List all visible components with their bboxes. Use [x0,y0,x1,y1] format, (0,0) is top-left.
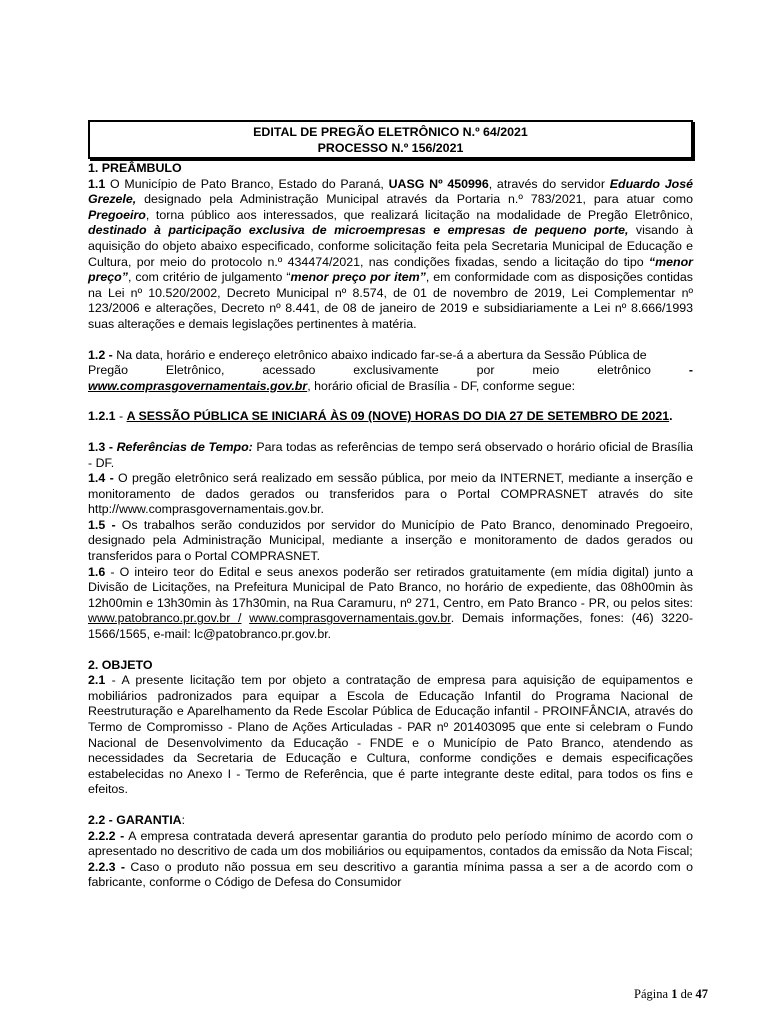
paragraph-1-5: 1.5 - Os trabalhos serão conduzidos por servidor do Município de Pato Branco, denominado Pregoeiro, designado pela Administração Municipal, mediante a inserção e monitoramento de dados gerados ou transferidos para o Portal COMPRASNET. [88,517,694,564]
paragraph-1-6: 1.6 - O inteiro teor do Edital e seus anexos poderão ser retirados gratuitamente (em mídia digital) junto a Divisão de Licitações, na Prefeitura Municipal de Pato Branco, no horário de expediente, das 08h00min às 12h00min e 13h30min às 17h30min, na Rua Caramuru, nº 271, Centro, em Pato Branco - PR, ou pelos sites: www.patobranco.pr.gov.br / www.comprasgovernamentais.gov.br. Demais informações, fones: (46) 3220-1566/1565, e-mail: lc@patobranco.pr.gov.br. [88,564,693,642]
edital-title: EDITAL DE PREGÃO ELETRÔNICO N.º 64/2021 [253,125,528,139]
page-footer: Página 1 de 47 [634,987,708,1001]
paragraph-1-2-spread-line: Pregão Eletrônico, acessado exclusivamente por meio eletrônico - [88,363,693,378]
paragraph-1-4: 1.4 - O pregão eletrônico será realizado em sessão pública, por meio da INTERNET, mediante a inserção e monitoramento de dados gerados ou transferidos para o Portal COMPRASNET através do site http://www.comprasgovernamentais.gov.br. [88,471,693,517]
paragraph-1-2-1: 1.2.1 - A SESSÃO PÚBLICA SE INICIARÁ ÀS 09 (NOVE) HORAS DO DIA 27 DE SETEMBRO DE 2021. [88,409,673,424]
section-heading-garantia: 2.2 - GARANTIA: [88,812,186,827]
paragraph-1-2-site-line: www.comprasgovernamentais.gov.br, horário oficial de Brasília - DF, conforme segue: [88,378,576,393]
patobranco-link[interactable]: www.patobranco.pr.gov.br / [88,611,242,626]
section-heading-preambulo: 1. PREÂMBULO [88,161,182,175]
document-page [88,120,693,891]
section-heading-objeto: 2. OBJETO [88,657,153,672]
processo-title: PROCESSO N.º 156/2021 [317,141,464,155]
paragraph-2-2-3: 2.2.3 - Caso o produto não possua em seu descritivo a garantia mínima passa a ser a de acordo com o fabricante, conforme o Código de Defesa do Consumidor [88,859,693,890]
paragraph-1-1: 1.1 O Município de Pato Branco, Estado do Paraná, UASG Nº 450996, através do servidor Eduardo José Grezele, designado pela Administração Municipal através da Portaria n.º 783/2021, para atuar como Pregoeiro, torna público aos interessados, que realizará licitação na modalidade de Pregão Eletrônico, destinado à participação exclusiva de microempresas e empresas de pequeno porte, visando à aquisição do objeto abaixo especificado, conforme solicitação feita pela Secretaria Municipal de Educação e Cultura, por meio do protocolo n.º 434474/2021, nas condições fixadas, sendo a licitação do tipo “menor preço”, com critério de julgamento “menor preço por item”, em conformidade com as disposições contidas na Lei nº 10.520/2002, Decreto Municipal nº 8.574, de 01 de novembro de 2019, Lei Complementar nº 123/2006 e alterações, Decreto nº 8.441, de 08 de janeiro de 2019 e subsidiariamente a Lei nº 8.666/1993 suas alterações e demais legislações pertinentes à matéria. [88,176,694,331]
paragraph-2-1: 2.1 - A presente licitação tem por objeto a contratação de empresa para aquisição de equipamentos e mobiliários padronizados para equipar a Escola de Educação Infantil do Programa Nacional de Reestruturação e Aparelhamento da Rede Escolar Pública de Educação infantil - PROINFÂNCIA, através do Termo de Compromisso - Plano de Ações Articuladas - PAR nº 201403095 que ente si celebram o Fundo Nacional de Desenvolvimento da Educação - FNDE e o Município de Pato Branco, atendendo as necessidades da Secretaria de Educação e Cultura, conforme condições e demais especificações estabelecidas no Anexo I - Termo de Referência, que é parte integrante deste edital, para todos os fins e efeitos. [88,673,693,797]
paragraph-2-2-2: 2.2.2 - A empresa contratada deverá apresentar garantia do produto pelo período mínimo de acordo com o apresentado no descritivo de cada um dos mobiliários ou equipamentos, contados da emissão da Nota Fiscal; [88,828,693,859]
comprasgov-link-2[interactable]: www.comprasgovernamentais.gov.br [249,611,451,626]
paragraph-1-3: 1.3 - Referências de Tempo: Para todas as referências de tempo será observado o horário oficial de Brasília - DF. [88,439,694,470]
paragraph-1-2: 1.2 - Na data, horário e endereço eletrônico abaixo indicado far-se-á a abertura da Sessão Pública de [88,347,647,362]
comprasgov-link[interactable]: www.comprasgovernamentais.gov.br [88,378,308,393]
title-box [88,120,693,159]
